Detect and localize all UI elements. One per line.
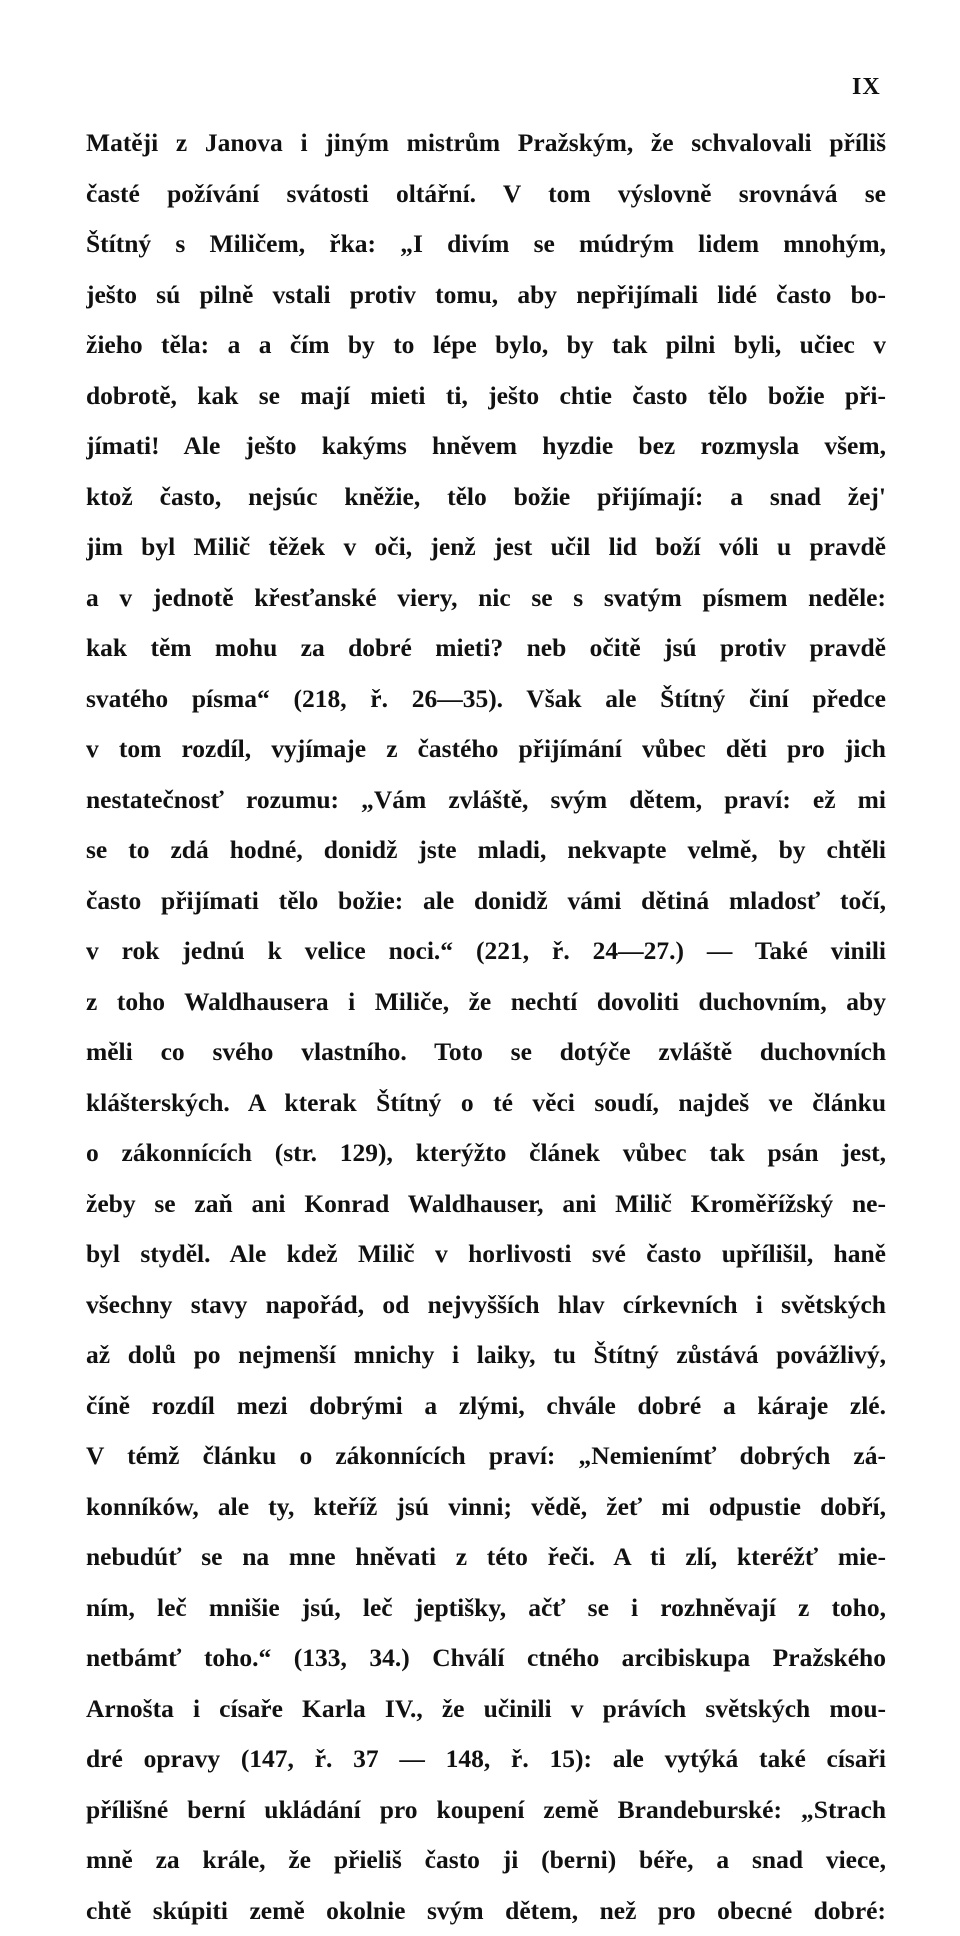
text-line: ním, leč mnišie jsú, leč jeptišky, ačť se i rozhněvají z toho,: [86, 1583, 886, 1634]
text-line: Štítný s Miličem, řka: „I divím se múdrým lidem mnohým,: [86, 219, 886, 270]
body-text: [86, 118, 886, 1936]
text-line: dobrotě, kak se mají mieti ti, ješto chtie často tělo božie při-: [86, 371, 886, 422]
text-line: až dolů po nejmenší mnichy i laiky, tu Štítný zůstává povážlivý,: [86, 1330, 886, 1381]
text-line: klášterských. A kterak Štítný o té věci soudí, najdeš ve článku: [86, 1078, 886, 1129]
text-line: V témž článku o zákonnících praví: „Nemienímť dobrých zá-: [86, 1431, 886, 1482]
text-line: číně rozdíl mezi dobrými a zlými, chvále dobré a káraje zlé.: [86, 1381, 886, 1432]
text-line: kak těm mohu za dobré mieti? neb očitě jsú protiv pravdě: [86, 623, 886, 674]
text-line: v tom rozdíl, vyjímaje z častého přijímání vůbec děti pro jich: [86, 724, 886, 775]
text-line: dré opravy (147, ř. 37 — 148, ř. 15): ale vytýká také císaři: [86, 1734, 886, 1785]
text-line: mně za krále, že přieliš často ji (berni) béře, a snad viece,: [86, 1835, 886, 1886]
text-line: Arnošta i císaře Karla IV., že učinili v právích světských mou-: [86, 1684, 886, 1735]
text-line: v rok jednú k velice noci.“ (221, ř. 24—27.) — Také vinili: [86, 926, 886, 977]
text-line: nebudúť se na mne hněvati z této řeči. A ti zlí, kteréžť mie-: [86, 1532, 886, 1583]
text-line: žeby se zaň ani Konrad Waldhauser, ani Milič Kroměřížský ne-: [86, 1179, 886, 1230]
text-line: chtě skúpiti země okolnie svým dětem, než pro obecné dobré:: [86, 1886, 886, 1936]
text-line: z toho Waldhausera i Miliče, že nechtí dovoliti duchovním, aby: [86, 977, 886, 1028]
text-line: se to zdá hodné, donidž jste mladi, nekvapte velmě, by chtěli: [86, 825, 886, 876]
text-line: jímati! Ale ješto kakýms hněvem hyzdie bez rozmysla všem,: [86, 421, 886, 472]
text-line: žieho těla: a a čím by to lépe bylo, by tak pilni byli, učiec v: [86, 320, 886, 371]
text-line: Matěji z Janova i jiným mistrům Pražským, že schvalovali příliš: [86, 118, 886, 169]
text-line: všechny stavy napořád, od nejvyšších hlav církevních i světských: [86, 1280, 886, 1331]
text-line: ktož často, nejsúc kněžie, tělo božie přijímají: a snad žej': [86, 472, 886, 523]
text-line: přílišné berní ukládání pro koupení země Brandeburské: „Strach: [86, 1785, 886, 1836]
text-line: nestatečnosť rozumu: „Vám zvláště, svým dětem, praví: ež mi: [86, 775, 886, 826]
text-line: byl styděl. Ale kdež Milič v horlivosti své často upřílišil, haně: [86, 1229, 886, 1280]
text-line: a v jednotě křesťanské viery, nic se s svatým písmem neděle:: [86, 573, 886, 624]
text-line: časté požívání svátosti oltářní. V tom výslovně srovnává se: [86, 169, 886, 220]
text-line: ješto sú pilně vstali protiv tomu, aby nepřijímali lidé často bo-: [86, 270, 886, 321]
text-line: často přijímati tělo božie: ale donidž vámi dětiná mladosť točí,: [86, 876, 886, 927]
text-line: konníków, ale ty, kteříž jsú vinni; vědě, žeť mi odpustie dobří,: [86, 1482, 886, 1533]
text-line: měli co svého vlastního. Toto se dotýče zvláště duchovních: [86, 1027, 886, 1078]
text-line: netbámť toho.“ (133, 34.) Chválí ctného arcibiskupa Pražského: [86, 1633, 886, 1684]
text-line: o zákonnících (str. 129), kterýžto článek vůbec tak psán jest,: [86, 1128, 886, 1179]
page-number: IX: [852, 74, 881, 101]
text-line: svatého písma“ (218, ř. 26—35). Však ale Štítný činí předce: [86, 674, 886, 725]
text-line: jim byl Milič těžek v oči, jenž jest učil lid boží vóli u pravdě: [86, 522, 886, 573]
